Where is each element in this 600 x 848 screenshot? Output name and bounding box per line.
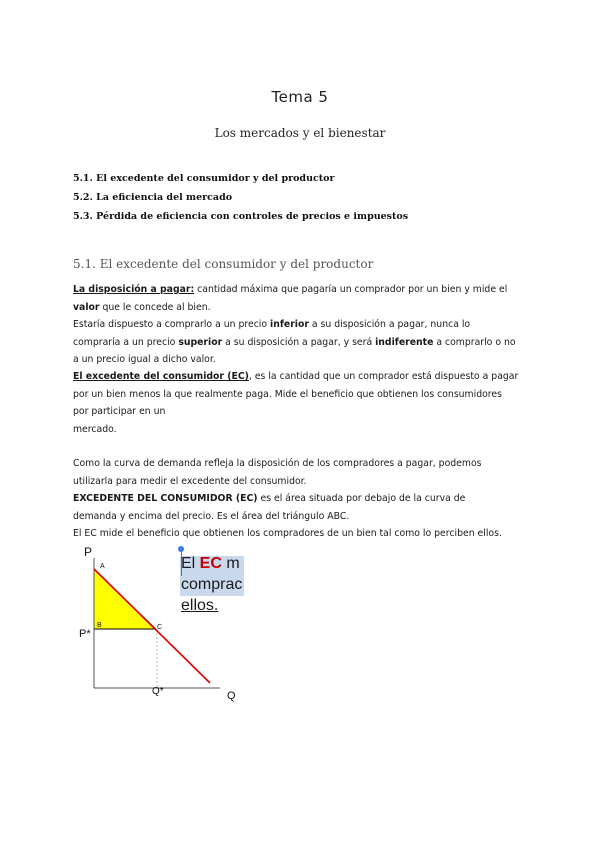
page-subtitle: Los mercados y el bienestar	[214, 126, 386, 140]
text: utilizarla para medir el excedente del consumidor.	[73, 475, 307, 487]
point-c-label: C	[157, 624, 163, 631]
text: compraría a un precio	[73, 336, 179, 348]
section-heading: 5.1. El excedente del consumidor y del productor	[73, 257, 374, 271]
text: Como la curva de demanda refleja la disposición de los compradores a pagar, podemos	[73, 458, 482, 469]
axis-label-q: Q	[227, 690, 236, 702]
text: comprac	[181, 576, 243, 593]
selected-ec-term: EC	[199, 555, 222, 572]
bold-indiferente: indiferente	[375, 336, 434, 348]
paragraph-curva-demanda	[73, 455, 533, 543]
text: El EC mide el beneficio que obtienen los compradores de un bien tal como lo perciben ellos.	[73, 528, 502, 539]
paragraph-excedente	[73, 368, 533, 438]
text: cantidad máxima que pagaría un comprador por un bien y mide el	[194, 284, 508, 295]
text: que le concede al bien.	[99, 301, 211, 313]
axis-label-p: P	[84, 545, 93, 559]
bold-inferior: inferior	[270, 319, 309, 330]
text: es el área situada por debajo de la curva de	[257, 493, 466, 504]
toc-item-1: 5.1. El excedente del consumidor y del productor	[73, 173, 335, 184]
consumer-surplus-diagram	[0, 540, 600, 710]
term-disposicion: La disposición a pagar:	[73, 284, 195, 295]
text: m	[221, 555, 240, 572]
axis-label-pstar: P*	[79, 628, 91, 640]
text: a comprarlo o no	[433, 336, 516, 348]
text: a un precio igual a dicho valor.	[73, 354, 216, 365]
bold-excedente: EXCEDENTE DEL CONSUMIDOR (EC)	[73, 493, 258, 504]
bold-superior: superior	[178, 336, 223, 348]
toc-item-3: 5.3. Pérdida de eficiencia con controles de precios e impuestos	[73, 211, 409, 222]
paragraph-disposicion	[73, 281, 533, 316]
toc-item-2: 5.2. La eficiencia del mercado	[73, 192, 233, 203]
text: mercado.	[73, 423, 117, 435]
point-b-label: B	[97, 622, 102, 629]
bold-valor: valor	[73, 301, 100, 313]
text: a su disposición a pagar, nunca lo	[308, 319, 471, 330]
text: El	[181, 555, 200, 572]
text: , es la cantidad que un comprador está dispuesto a pagar	[248, 371, 519, 382]
text: demanda y encima del precio. Es el área del triángulo ABC.	[73, 510, 350, 522]
page-title: Tema 5	[271, 88, 329, 106]
text: por un bien menos la que realmente paga. Mide el beneficio que obtienen los consumidores	[73, 388, 502, 400]
axis-label-qstar: Q*	[152, 686, 164, 697]
selected-text-box[interactable]	[181, 553, 245, 616]
text: por participar en un	[73, 406, 166, 417]
text: ellos.	[181, 597, 219, 614]
point-a-label: A	[100, 563, 105, 570]
text: Estaría dispuesto a comprarlo a un precio	[73, 319, 271, 330]
text: a su disposición a pagar, y será	[222, 336, 376, 348]
selection-handle-line[interactable]	[181, 551, 182, 576]
term-excedente: El excedente del consumidor (EC)	[73, 371, 249, 382]
selection-handle[interactable]	[178, 546, 184, 552]
paragraph-dispuesto	[73, 316, 533, 369]
